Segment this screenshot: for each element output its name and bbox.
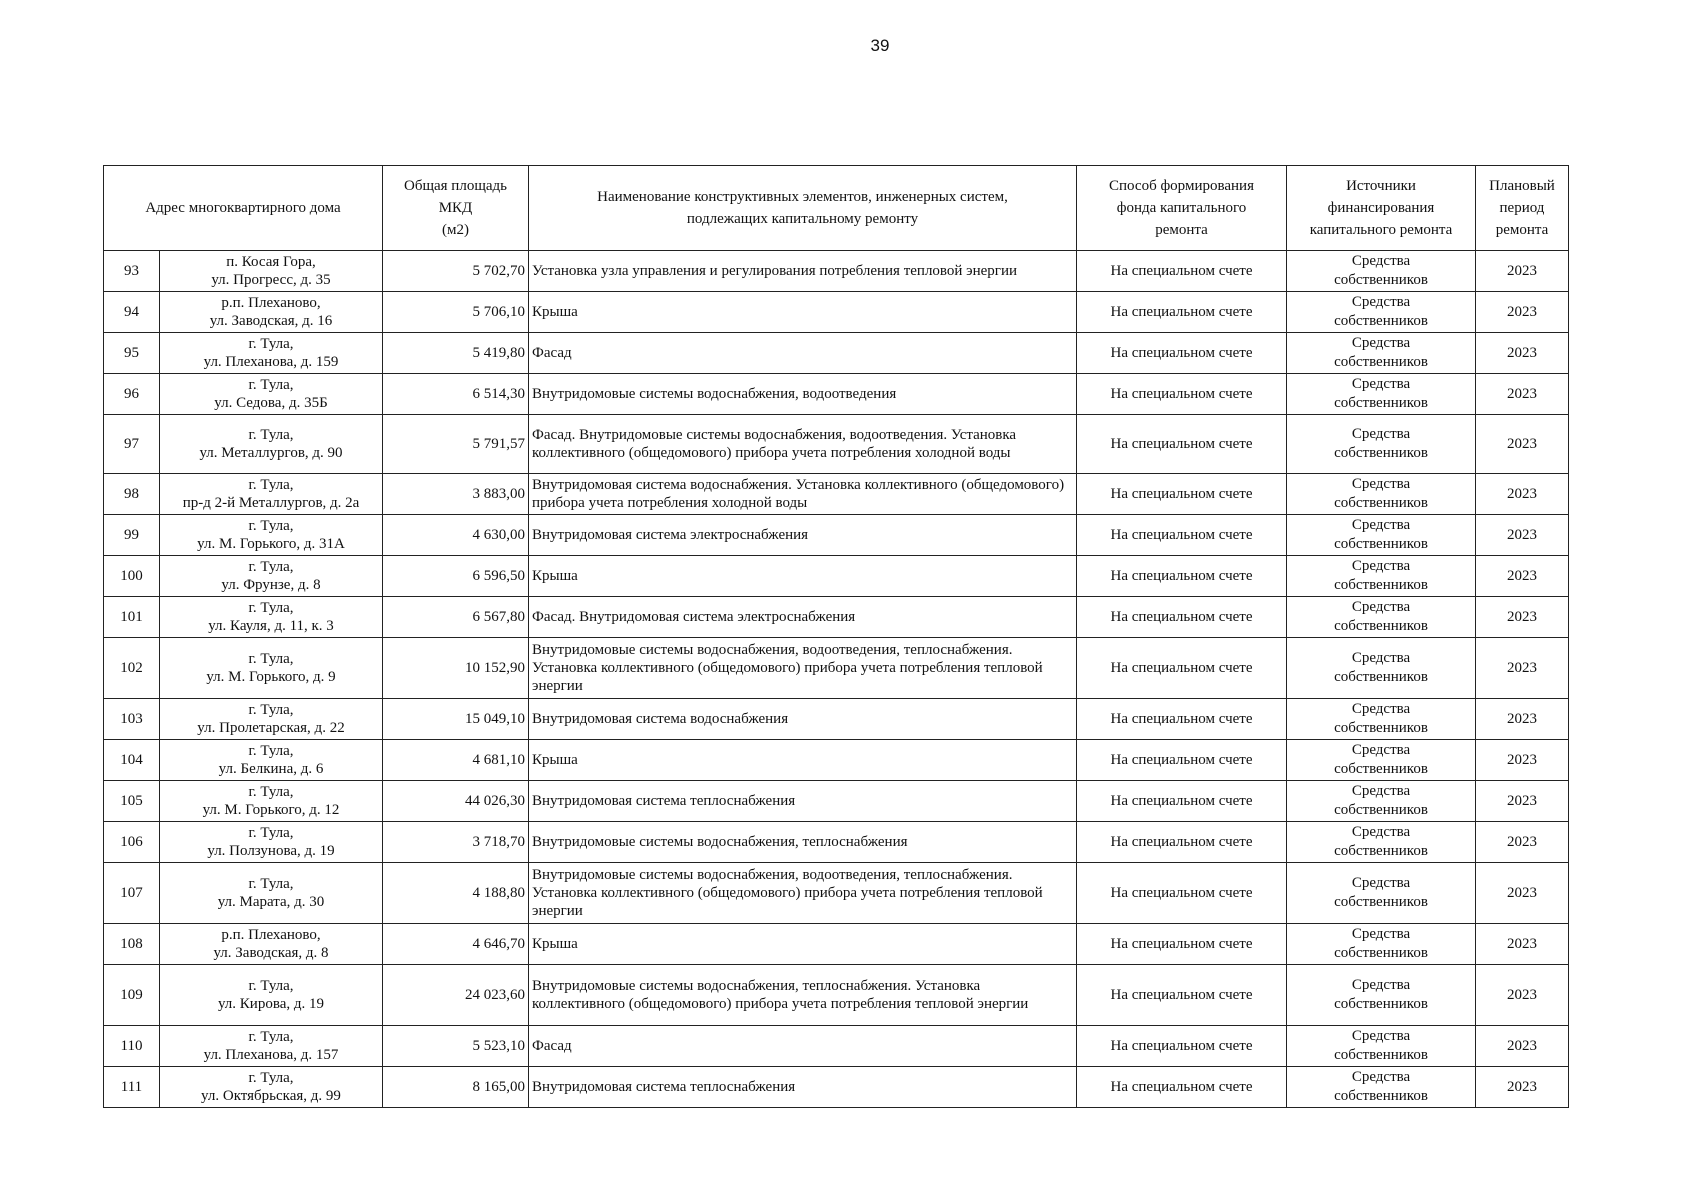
address-locality: г. Тула, <box>248 1070 294 1086</box>
row-works: Внутридомовые системы водоснабжения, теплоснабжения. Установка коллективного (общедомового) прибора учета потребления тепловой энергии <box>529 965 1077 1026</box>
row-planned-period: 2023 <box>1476 740 1569 781</box>
row-address <box>160 781 383 822</box>
row-number: 100 <box>104 556 160 597</box>
row-area: 6 596,50 <box>383 556 529 597</box>
row-area: 24 023,60 <box>383 965 529 1026</box>
row-planned-period: 2023 <box>1476 474 1569 515</box>
row-works: Внутридомовая система водоснабжения <box>529 699 1077 740</box>
row-funding-source: Средства собственников <box>1287 781 1476 822</box>
row-funding-source: Средства собственников <box>1287 474 1476 515</box>
row-number: 104 <box>104 740 160 781</box>
header-method: Способ формирования фонда капитального ремонта <box>1077 166 1287 251</box>
row-area: 4 646,70 <box>383 924 529 965</box>
address-street: ул. Металлургов, д. 90 <box>199 445 343 461</box>
row-funding-source: Средства собственников <box>1287 292 1476 333</box>
row-planned-period: 2023 <box>1476 781 1569 822</box>
row-address <box>160 597 383 638</box>
row-number: 101 <box>104 597 160 638</box>
row-address <box>160 1026 383 1067</box>
row-area: 5 791,57 <box>383 415 529 474</box>
address-locality: г. Тула, <box>248 784 294 800</box>
table-body <box>104 251 1569 1108</box>
table-row <box>104 638 1569 699</box>
row-number: 106 <box>104 822 160 863</box>
address-locality: р.п. Плеханово, <box>221 295 321 311</box>
row-funding-source: Средства собственников <box>1287 251 1476 292</box>
row-works: Крыша <box>529 556 1077 597</box>
address-street: ул. Плеханова, д. 159 <box>203 354 339 370</box>
row-number: 111 <box>104 1067 160 1108</box>
row-funding-method: На специальном счете <box>1077 699 1287 740</box>
row-address <box>160 333 383 374</box>
row-planned-period: 2023 <box>1476 556 1569 597</box>
address-street: ул. Плеханова, д. 157 <box>203 1047 339 1063</box>
row-number: 108 <box>104 924 160 965</box>
row-funding-method: На специальном счете <box>1077 863 1287 924</box>
row-area: 3 883,00 <box>383 474 529 515</box>
address-street: ул. Пролетарская, д. 22 <box>197 720 345 736</box>
address-locality: г. Тула, <box>248 651 294 667</box>
row-planned-period: 2023 <box>1476 1067 1569 1108</box>
address-locality: г. Тула, <box>248 377 294 393</box>
table-row <box>104 597 1569 638</box>
row-funding-source: Средства собственников <box>1287 1026 1476 1067</box>
row-area: 5 706,10 <box>383 292 529 333</box>
row-area: 5 419,80 <box>383 333 529 374</box>
address-street: ул. М. Горького, д. 31А <box>197 536 345 552</box>
address-street: ул. Седова, д. 35Б <box>214 395 328 411</box>
row-funding-method: На специальном счете <box>1077 251 1287 292</box>
row-funding-method: На специальном счете <box>1077 597 1287 638</box>
row-works: Внутридомовая система электроснабжения <box>529 515 1077 556</box>
row-area: 5 523,10 <box>383 1026 529 1067</box>
address-street: ул. М. Горького, д. 12 <box>202 802 340 818</box>
row-funding-source: Средства собственников <box>1287 597 1476 638</box>
row-number: 110 <box>104 1026 160 1067</box>
row-address <box>160 699 383 740</box>
row-area: 6 514,30 <box>383 374 529 415</box>
header-address: Адрес многоквартирного дома <box>104 166 383 251</box>
row-funding-method: На специальном счете <box>1077 924 1287 965</box>
row-planned-period: 2023 <box>1476 251 1569 292</box>
row-address <box>160 474 383 515</box>
row-area: 4 630,00 <box>383 515 529 556</box>
address-street: ул. Прогресс, д. 35 <box>211 272 331 288</box>
row-works: Крыша <box>529 924 1077 965</box>
row-area: 44 026,30 <box>383 781 529 822</box>
row-area: 15 049,10 <box>383 699 529 740</box>
row-planned-period: 2023 <box>1476 924 1569 965</box>
row-number: 99 <box>104 515 160 556</box>
address-locality: г. Тула, <box>248 978 294 994</box>
row-address <box>160 740 383 781</box>
row-funding-method: На специальном счете <box>1077 822 1287 863</box>
row-funding-method: На специальном счете <box>1077 740 1287 781</box>
address-locality: р.п. Плеханово, <box>221 927 321 943</box>
row-works: Внутридомовая система теплоснабжения <box>529 1067 1077 1108</box>
row-funding-method: На специальном счете <box>1077 292 1287 333</box>
row-funding-method: На специальном счете <box>1077 333 1287 374</box>
row-planned-period: 2023 <box>1476 1026 1569 1067</box>
row-works: Внутридомовые системы водоснабжения, водоотведения <box>529 374 1077 415</box>
row-number: 109 <box>104 965 160 1026</box>
header-area: Общая площадь МКД (м2) <box>383 166 529 251</box>
row-address <box>160 556 383 597</box>
address-street: пр-д 2-й Металлургов, д. 2а <box>182 495 360 511</box>
row-number: 96 <box>104 374 160 415</box>
row-planned-period: 2023 <box>1476 292 1569 333</box>
row-funding-method: На специальном счете <box>1077 515 1287 556</box>
row-address <box>160 863 383 924</box>
capital-repair-table <box>103 165 1569 1108</box>
row-address <box>160 1067 383 1108</box>
row-planned-period: 2023 <box>1476 638 1569 699</box>
row-address <box>160 292 383 333</box>
row-number: 103 <box>104 699 160 740</box>
row-funding-source: Средства собственников <box>1287 638 1476 699</box>
row-planned-period: 2023 <box>1476 597 1569 638</box>
address-locality: г. Тула, <box>248 559 294 575</box>
row-planned-period: 2023 <box>1476 415 1569 474</box>
row-funding-method: На специальном счете <box>1077 965 1287 1026</box>
row-funding-method: На специальном счете <box>1077 1026 1287 1067</box>
row-address <box>160 415 383 474</box>
table-row <box>104 822 1569 863</box>
table-row <box>104 415 1569 474</box>
row-area: 10 152,90 <box>383 638 529 699</box>
address-street: ул. Октябрьская, д. 99 <box>201 1088 341 1104</box>
table-row <box>104 374 1569 415</box>
header-source: Источники финансирования капитального ремонта <box>1287 166 1476 251</box>
row-funding-method: На специальном счете <box>1077 781 1287 822</box>
address-locality: г. Тула, <box>248 1029 294 1045</box>
row-address <box>160 822 383 863</box>
table-row <box>104 515 1569 556</box>
row-number: 102 <box>104 638 160 699</box>
row-works: Внутридомовые системы водоснабжения, водоотведения, теплоснабжения. Установка коллективного (общедомового) прибора учета потребления тепловой энергии <box>529 863 1077 924</box>
row-funding-source: Средства собственников <box>1287 822 1476 863</box>
row-number: 93 <box>104 251 160 292</box>
row-funding-method: На специальном счете <box>1077 474 1287 515</box>
row-works: Крыша <box>529 292 1077 333</box>
row-address <box>160 638 383 699</box>
row-funding-method: На специальном счете <box>1077 556 1287 597</box>
row-area: 8 165,00 <box>383 1067 529 1108</box>
row-works: Фасад <box>529 1026 1077 1067</box>
address-locality: г. Тула, <box>248 600 294 616</box>
table-row <box>104 292 1569 333</box>
row-address <box>160 515 383 556</box>
row-funding-method: На специальном счете <box>1077 638 1287 699</box>
row-works: Установка узла управления и регулирования потребления тепловой энергии <box>529 251 1077 292</box>
table-row <box>104 699 1569 740</box>
table-row <box>104 924 1569 965</box>
table-row <box>104 251 1569 292</box>
header-period: Плановый период ремонта <box>1476 166 1569 251</box>
row-planned-period: 2023 <box>1476 699 1569 740</box>
row-planned-period: 2023 <box>1476 333 1569 374</box>
row-planned-period: 2023 <box>1476 863 1569 924</box>
address-locality: г. Тула, <box>248 743 294 759</box>
row-works: Крыша <box>529 740 1077 781</box>
address-locality: г. Тула, <box>248 518 294 534</box>
row-funding-method: На специальном счете <box>1077 1067 1287 1108</box>
address-street: ул. Кауля, д. 11, к. 3 <box>208 618 334 634</box>
table-row <box>104 781 1569 822</box>
row-funding-source: Средства собственников <box>1287 740 1476 781</box>
row-funding-source: Средства собственников <box>1287 863 1476 924</box>
address-street: ул. Марата, д. 30 <box>217 894 325 910</box>
row-number: 94 <box>104 292 160 333</box>
address-locality: г. Тула, <box>248 477 294 493</box>
address-street: ул. Белкина, д. 6 <box>218 761 324 777</box>
address-locality: г. Тула, <box>248 825 294 841</box>
table-row <box>104 474 1569 515</box>
address-street: ул. М. Горького, д. 9 <box>206 669 336 685</box>
row-area: 3 718,70 <box>383 822 529 863</box>
table-row <box>104 1026 1569 1067</box>
row-funding-source: Средства собственников <box>1287 556 1476 597</box>
row-works: Внутридомовая система теплоснабжения <box>529 781 1077 822</box>
table-row <box>104 556 1569 597</box>
row-number: 105 <box>104 781 160 822</box>
row-funding-source: Средства собственников <box>1287 415 1476 474</box>
header-works: Наименование конструктивных элементов, инженерных систем, подлежащих капитальному ремонту <box>529 166 1077 251</box>
row-address <box>160 251 383 292</box>
row-works: Внутридомовые системы водоснабжения, водоотведения, теплоснабжения. Установка коллективного (общедомового) прибора учета потребления тепловой энергии <box>529 638 1077 699</box>
address-locality: г. Тула, <box>248 702 294 718</box>
row-address <box>160 374 383 415</box>
row-funding-source: Средства собственников <box>1287 924 1476 965</box>
row-address <box>160 924 383 965</box>
address-locality: г. Тула, <box>248 336 294 352</box>
row-area: 5 702,70 <box>383 251 529 292</box>
row-planned-period: 2023 <box>1476 822 1569 863</box>
address-locality: п. Косая Гора, <box>226 254 316 270</box>
row-funding-source: Средства собственников <box>1287 374 1476 415</box>
row-works: Внутридомовые системы водоснабжения, теплоснабжения <box>529 822 1077 863</box>
row-number: 107 <box>104 863 160 924</box>
address-street: ул. Ползунова, д. 19 <box>207 843 335 859</box>
row-funding-method: На специальном счете <box>1077 415 1287 474</box>
row-works: Фасад. Внутридомовая система электроснабжения <box>529 597 1077 638</box>
table-header-row <box>104 166 1569 251</box>
address-street: ул. Фрунзе, д. 8 <box>221 577 321 593</box>
row-area: 4 188,80 <box>383 863 529 924</box>
address-locality: г. Тула, <box>248 876 294 892</box>
address-street: ул. Кирова, д. 19 <box>217 996 325 1012</box>
row-planned-period: 2023 <box>1476 515 1569 556</box>
row-address <box>160 965 383 1026</box>
page-number: 39 <box>870 36 890 55</box>
address-street: ул. Заводская, д. 16 <box>209 313 333 329</box>
table-row <box>104 333 1569 374</box>
table-row <box>104 863 1569 924</box>
row-funding-source: Средства собственников <box>1287 965 1476 1026</box>
address-locality: г. Тула, <box>248 427 294 443</box>
table-row <box>104 740 1569 781</box>
address-street: ул. Заводская, д. 8 <box>213 945 329 961</box>
table-row <box>104 965 1569 1026</box>
row-funding-source: Средства собственников <box>1287 1067 1476 1108</box>
row-number: 97 <box>104 415 160 474</box>
row-funding-source: Средства собственников <box>1287 333 1476 374</box>
row-funding-source: Средства собственников <box>1287 699 1476 740</box>
row-planned-period: 2023 <box>1476 374 1569 415</box>
row-area: 4 681,10 <box>383 740 529 781</box>
row-works: Фасад <box>529 333 1077 374</box>
row-number: 98 <box>104 474 160 515</box>
table-row <box>104 1067 1569 1108</box>
row-works: Фасад. Внутридомовые системы водоснабжения, водоотведения. Установка коллективного (общедомового) прибора учета потребления холодной воды <box>529 415 1077 474</box>
row-funding-source: Средства собственников <box>1287 515 1476 556</box>
row-works: Внутридомовая система водоснабжения. Установка коллективного (общедомового) прибора учета потребления холодной воды <box>529 474 1077 515</box>
row-funding-method: На специальном счете <box>1077 374 1287 415</box>
row-number: 95 <box>104 333 160 374</box>
row-planned-period: 2023 <box>1476 965 1569 1026</box>
row-area: 6 567,80 <box>383 597 529 638</box>
